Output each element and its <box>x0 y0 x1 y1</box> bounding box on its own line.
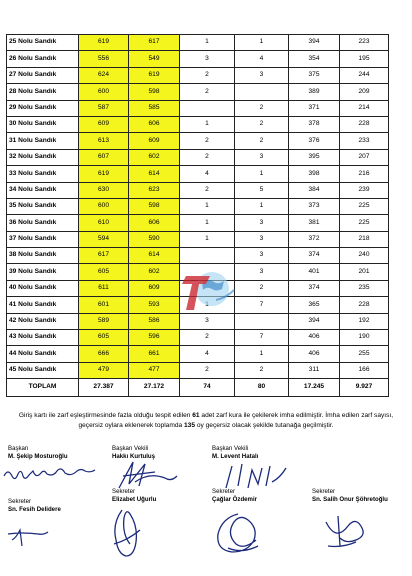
signatory-secretary-3 <box>212 488 257 504</box>
table-cell-a: 607 <box>79 149 129 165</box>
table-cell-b: 606 <box>129 215 180 231</box>
table-cell-a: 630 <box>79 182 129 198</box>
table-cell-e: 372 <box>289 231 340 247</box>
ballot-box-name: 29 Nolu Sandık <box>7 100 79 116</box>
table-cell-c: 1 <box>180 198 235 214</box>
table-row <box>7 330 389 346</box>
table-cell-a: 666 <box>79 346 129 362</box>
table-cell-e: 384 <box>289 182 340 198</box>
table-cell-a: 619 <box>79 166 129 182</box>
table-cell-c: 2 <box>180 362 235 378</box>
table-cell-e: 389 <box>289 84 340 100</box>
table-cell-c: 2 <box>180 182 235 198</box>
table-cell-d: 2 <box>235 116 289 132</box>
ballot-box-results-table <box>6 34 389 397</box>
table-cell-d: 3 <box>235 231 289 247</box>
table-cell-f: 218 <box>340 231 389 247</box>
table-row <box>7 362 389 378</box>
table-cell-a: 609 <box>79 116 129 132</box>
total-cell-a: 27.387 <box>79 379 129 397</box>
table-cell-f: 195 <box>340 51 389 67</box>
signatory-name: M. Şekip Mosturoğlu <box>8 453 68 460</box>
ballot-box-name: 42 Nolu Sandık <box>7 313 79 329</box>
table-row <box>7 84 389 100</box>
table-cell-d: 5 <box>235 182 289 198</box>
table-cell-a: 589 <box>79 313 129 329</box>
table-cell-e: 378 <box>289 116 340 132</box>
table-cell-e: 406 <box>289 330 340 346</box>
signatory-secretary-1 <box>8 498 61 514</box>
table-cell-f: 235 <box>340 280 389 296</box>
table-cell-e: 375 <box>289 67 340 83</box>
total-cell-e: 17.245 <box>289 379 340 397</box>
signatory-name: Sn. Fesih Delidere <box>8 506 61 513</box>
table-cell-d: 3 <box>235 248 289 264</box>
table-cell-b: 609 <box>129 133 180 149</box>
signatory-role: Sekreter <box>212 488 236 495</box>
table-cell-b: 598 <box>129 198 180 214</box>
ballot-box-name: 36 Nolu Sandık <box>7 215 79 231</box>
table-cell-e: 376 <box>289 133 340 149</box>
ballot-box-name: 26 Nolu Sandık <box>7 51 79 67</box>
table-cell-e: 398 <box>289 166 340 182</box>
table-cell-e: 311 <box>289 362 340 378</box>
signatory-name: Elizabet Uğurlu <box>112 496 157 503</box>
total-cell-d: 80 <box>235 379 289 397</box>
table-cell-b: 596 <box>129 330 180 346</box>
table-cell-a: 605 <box>79 330 129 346</box>
table-cell-e: 381 <box>289 215 340 231</box>
table-cell-c: 3 <box>180 51 235 67</box>
table-row <box>7 198 389 214</box>
signatory-vice-chair-2 <box>212 445 258 461</box>
ballot-box-name: 28 Nolu Sandık <box>7 84 79 100</box>
table-cell-d <box>235 313 289 329</box>
table-cell-a: 610 <box>79 215 129 231</box>
ballot-box-name: 34 Nolu Sandık <box>7 182 79 198</box>
table-cell-f: 228 <box>340 297 389 313</box>
paragraph-text-1: Giriş kartı ile zarf eşleştirmesinde fazla olduğu tespit edilen <box>18 412 193 419</box>
table-cell-d: 3 <box>235 67 289 83</box>
table-row <box>7 35 389 51</box>
table-cell-b: 617 <box>129 35 180 51</box>
signatory-chair <box>8 445 68 461</box>
table-cell-f: 225 <box>340 198 389 214</box>
signatory-name: Sn. Salih Onur Şöhretoğlu <box>312 496 388 503</box>
table-row <box>7 149 389 165</box>
table-row <box>7 231 389 247</box>
table-cell-e: 354 <box>289 51 340 67</box>
table-cell-b: 585 <box>129 100 180 116</box>
table-cell-c: 1 <box>180 116 235 132</box>
table-cell-d <box>235 84 289 100</box>
table-cell-d: 3 <box>235 149 289 165</box>
table-cell-b: 609 <box>129 280 180 296</box>
table-cell-e: 371 <box>289 100 340 116</box>
table-cell-f: 207 <box>340 149 389 165</box>
table-cell-b: 602 <box>129 149 180 165</box>
table-cell-d: 2 <box>235 280 289 296</box>
table-cell-a: 587 <box>79 100 129 116</box>
table-cell-b: 590 <box>129 231 180 247</box>
table-cell-b: 623 <box>129 182 180 198</box>
table-cell-c: 1 <box>180 215 235 231</box>
signature-secretary-4 <box>318 512 368 552</box>
table-cell-e: 394 <box>289 313 340 329</box>
table-cell-c: 2 <box>180 133 235 149</box>
invalid-vote-total: 135 <box>184 421 196 429</box>
table-row <box>7 215 389 231</box>
table-cell-b: 598 <box>129 84 180 100</box>
total-label: TOPLAM <box>7 379 79 397</box>
signatory-role: Sekreter <box>112 488 136 495</box>
table-cell-b: 602 <box>129 264 180 280</box>
table-row <box>7 100 389 116</box>
table-cell-d: 3 <box>235 264 289 280</box>
table-cell-f: 201 <box>340 264 389 280</box>
table-cell-f: 255 <box>340 346 389 362</box>
table-cell-a: 624 <box>79 67 129 83</box>
table-cell-f: 244 <box>340 67 389 83</box>
table-cell-e: 374 <box>289 280 340 296</box>
signatory-secretary-2 <box>112 488 156 504</box>
signature-chair <box>2 462 102 488</box>
table-cell-f: 233 <box>340 133 389 149</box>
table-cell-f: 216 <box>340 166 389 182</box>
table-cell-f: 223 <box>340 35 389 51</box>
table-cell-a: 613 <box>79 133 129 149</box>
paragraph-text-3: oy geçersiz olacak şekilde tutanağa geçilmiştir. <box>195 421 334 429</box>
table-cell-a: 594 <box>79 231 129 247</box>
table-cell-f: 192 <box>340 313 389 329</box>
table-cell-d: 3 <box>235 215 289 231</box>
table-cell-c: 2 <box>180 67 235 83</box>
table-cell-b: 593 <box>129 297 180 313</box>
ballot-box-name: 44 Nolu Sandık <box>7 346 79 362</box>
table-cell-e: 365 <box>289 297 340 313</box>
signature-vice-chair-1 <box>115 458 185 492</box>
table-cell-b: 477 <box>129 362 180 378</box>
table-cell-d: 1 <box>235 346 289 362</box>
signature-secretary-3 <box>208 508 268 558</box>
table-cell-d: 1 <box>235 198 289 214</box>
table-cell-a: 600 <box>79 198 129 214</box>
signatory-name: M. Levent Hatalı <box>212 453 259 460</box>
ballot-box-name: 43 Nolu Sandık <box>7 330 79 346</box>
table-row <box>7 67 389 83</box>
table-row <box>7 346 389 362</box>
ballot-box-name: 37 Nolu Sandık <box>7 231 79 247</box>
signatory-name: Hakkı Kurtuluş <box>112 453 156 460</box>
signatory-role: Sekreter <box>8 498 32 505</box>
signature-secretary-2 <box>108 506 148 560</box>
table-cell-b: 661 <box>129 346 180 362</box>
table-cell-c: 2 <box>180 330 235 346</box>
table-cell-e: 406 <box>289 346 340 362</box>
total-cell-c: 74 <box>180 379 235 397</box>
ballot-box-name: 30 Nolu Sandık <box>7 116 79 132</box>
table-cell-a: 479 <box>79 362 129 378</box>
table-cell-b: 614 <box>129 248 180 264</box>
table-cell-e: 401 <box>289 264 340 280</box>
total-cell-b: 27.172 <box>129 379 180 397</box>
destroyed-envelope-count: 61 <box>192 412 200 419</box>
table-cell-e: 395 <box>289 149 340 165</box>
ballot-box-name: 35 Nolu Sandık <box>7 198 79 214</box>
table-row <box>7 133 389 149</box>
ballot-box-name: 39 Nolu Sandık <box>7 264 79 280</box>
table-row <box>7 51 389 67</box>
table-cell-f: 190 <box>340 330 389 346</box>
decision-paragraph <box>8 411 404 430</box>
table-cell-c: 2 <box>180 84 235 100</box>
ballot-box-name: 31 Nolu Sandık <box>7 133 79 149</box>
signatory-role: Başkan Vekili <box>212 445 249 452</box>
ballot-box-name: 38 Nolu Sandık <box>7 248 79 264</box>
table-cell-d: 2 <box>235 100 289 116</box>
table-cell-d: 7 <box>235 330 289 346</box>
table-cell-d: 7 <box>235 297 289 313</box>
table-body <box>7 35 389 397</box>
table-cell-b: 586 <box>129 313 180 329</box>
table-cell-c: 4 <box>180 346 235 362</box>
table-cell-e: 373 <box>289 198 340 214</box>
table-cell-a: 556 <box>79 51 129 67</box>
ballot-box-name: 33 Nolu Sandık <box>7 166 79 182</box>
table-cell-f: 225 <box>340 215 389 231</box>
total-row <box>7 379 389 397</box>
table-cell-c: 1 <box>180 231 235 247</box>
signatory-role: Başkan Vekili <box>112 445 149 452</box>
table-row <box>7 166 389 182</box>
table-cell-a: 600 <box>79 84 129 100</box>
table-cell-d: 1 <box>235 166 289 182</box>
table-cell-a: 601 <box>79 297 129 313</box>
table-cell-a: 617 <box>79 248 129 264</box>
table-cell-f: 166 <box>340 362 389 378</box>
ballot-box-name: 32 Nolu Sandık <box>7 149 79 165</box>
ballot-box-name: 40 Nolu Sandık <box>7 280 79 296</box>
table-cell-e: 374 <box>289 248 340 264</box>
table-row <box>7 116 389 132</box>
ballot-box-name: 25 Nolu Sandık <box>7 35 79 51</box>
signature-secretary-1 <box>6 518 56 548</box>
table-cell-b: 619 <box>129 67 180 83</box>
table-cell-b: 549 <box>129 51 180 67</box>
table-cell-f: 228 <box>340 116 389 132</box>
table-cell-c: 1 <box>180 35 235 51</box>
table-cell-a: 611 <box>79 280 129 296</box>
table-cell-c: 4 <box>180 166 235 182</box>
table-cell-e: 394 <box>289 35 340 51</box>
table-cell-f: 240 <box>340 248 389 264</box>
ballot-box-name: 41 Nolu Sandık <box>7 297 79 313</box>
table-cell-d: 1 <box>235 35 289 51</box>
table-cell-b: 606 <box>129 116 180 132</box>
table-cell-b: 614 <box>129 166 180 182</box>
signatory-name: Çağlar Özdemir <box>212 496 258 503</box>
total-cell-f: 9.927 <box>340 379 389 397</box>
table-cell-c: 3 <box>180 313 235 329</box>
table-cell-d: 2 <box>235 133 289 149</box>
table-cell-d: 4 <box>235 51 289 67</box>
table-cell-f: 214 <box>340 100 389 116</box>
table-cell-f: 209 <box>340 84 389 100</box>
table-cell-d: 2 <box>235 362 289 378</box>
signatory-role: Sekreter <box>312 488 336 495</box>
paragraph-text-2: adet zarf kura ile çekilerek imha edilmiştir. İmha edilen zarf sayısı, geçersiz oylara eklenerek toplamda <box>78 412 394 429</box>
ballot-box-name: 27 Nolu Sandık <box>7 67 79 83</box>
table-cell-a: 619 <box>79 35 129 51</box>
signatory-role: Başkan <box>8 445 29 452</box>
table-cell-a: 605 <box>79 264 129 280</box>
logo-watermark <box>180 258 240 318</box>
table-cell-c: 2 <box>180 149 235 165</box>
table-cell-f: 239 <box>340 182 389 198</box>
table-cell-c <box>180 100 235 116</box>
table-row <box>7 182 389 198</box>
signatory-secretary-4 <box>312 488 388 504</box>
ballot-box-name: 45 Nolu Sandık <box>7 362 79 378</box>
